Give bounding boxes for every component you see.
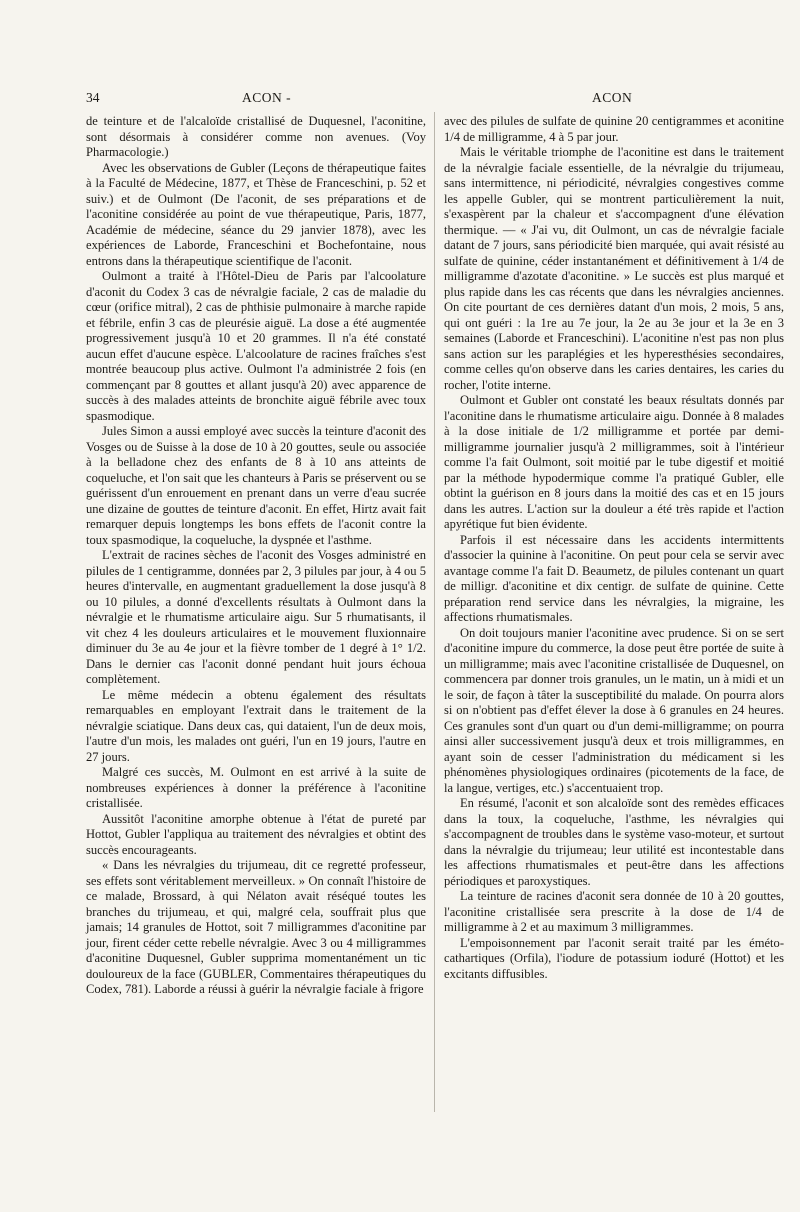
- column-divider: [434, 112, 435, 1112]
- paragraph: Oulmont a traité à l'Hôtel-Dieu de Paris par l'alcoolature d'aconit du Codex 3 cas de névralgie faciale, 2 cas de maladie du cœur (orifice mitral), 2 cas de phthisie pulmonaire à marche rapide et fébrile, enfin 3 cas de pleurésie aiguë. La dose a été augmentée progressivement jusqu'à 10 et 20 grammes. Il n'a été constaté aucun effet d'aucune espèce. L'alcoolature de racines fraîches s'est montrée beaucoup plus active. Oulmont l'a administrée 2 fois (en commençant par 8 gouttes et allant jusqu'à 20) avec apparence de succès à des malades atteints de bronchite aiguë fébrile avec toux spasmodique.: [86, 269, 426, 423]
- paragraph: de teinture et de l'alcaloïde cristallisé de Duquesnel, l'aconitine, sont désormais à considérer comme non avenues. (Voy Pharmacologie.): [86, 114, 426, 159]
- paragraph: Aussitôt l'aconitine amorphe obtenue à l'état de pureté par Hottot, Gubler l'appliqua au traitement des névralgies et obtint des succès encourageants.: [86, 811, 426, 857]
- paragraph: L'extrait de racines sèches de l'aconit des Vosges administré en pilules de 1 centigramme, données par 2, 3 pilules par jour, à 4 ou 5 heures d'intervalle, en augmentant graduellement la dose jusqu'à 8 ou 10 pilules, a donné d'excellents résultats à Oulmont dans la névralgie et le rhumatisme articulaire aigu. Sur 5 rhumatisants, il vit chez 4 les douleurs articulaires et le mouvement fluxionnaire diminuer du 3e au 4e jour et la fièvre tomber de 1 degré à 1° 1/2. Dans le dernier cas l'aconit donné pendant huit jours échoua complètement.: [86, 548, 426, 686]
- paragraph: Jules Simon a aussi employé avec succès la teinture d'aconit des Vosges ou de Suisse à la dose de 10 à 20 gouttes, seule ou associée à la belladone chez des enfants de 8 à 10 ans atteints de coqueluche, et l'on sait que les chanteurs à Paris se préservent ou se guérissent d'un enrouement en prenant dans un verre d'eau sucrée une dizaine de gouttes de teinture d'aconit. En effet, Hirtz avait fait remarquer depuis longtemps les bons effets de l'aconit contre la toux spasmodique, la coqueluche, la dyspnée et l'asthme.: [86, 424, 426, 547]
- right-running-head: ACON: [592, 90, 633, 105]
- paragraph: Mais le véritable triomphe de l'aconitine est dans le traitement de la névralgie faciale essentielle, de la névralgie du trijumeau, sans intermittence, ni périodicité, névralgies congestives comme les appelle Gubler, qui se montrent particulièrement la nuit, s'exaspèrent par la chaleur et s'accompagnent d'une élévation thermique. — « J'ai vu, dit Oulmont, un cas de névralgie faciale datant de 7 jours, sans périodicité bien marquée, qui avait résisté au sulfate de quinine, céder instantanément et définitivement à 1/4 de milligramme d'azotate d'aconitine. » Le succès est plus marqué et plus rapide dans les cas récents que dans les névralgies anciennes. On cite pourtant de ces dernières datant d'un mois, 2 mois, 5 ans, qui ont guéri : la 1re au 7e jour, la 2e au 3e jour et la 3e en 3 semaines (Laborde et Franceschini). L'aconitine n'est pas non plus sans action sur les paraplégies et les hyperesthésies secondaires, comme celles qu'on observe dans les caries dentaires, les caries du rocher, l'otite interne.: [444, 145, 784, 392]
- paragraph: L'empoisonnement par l'aconit serait traité par les éméto-cathartiques (Orfila), l'iodure de potassium ioduré (Hottot) et les excitants diffusibles.: [444, 935, 784, 981]
- paragraph: La teinture de racines d'aconit sera donnée de 10 à 20 gouttes, l'aconitine cristallisée sera prescrite à la dose de 1/4 de milligramme à 2 et au maximum 3 milligrammes.: [444, 889, 784, 934]
- paragraph: Malgré ces succès, M. Oulmont en est arrivé à la suite de nombreuses expériences à donner la préférence à l'aconitine cristallisée.: [86, 765, 426, 810]
- paragraph: « Dans les névralgies du trijumeau, dit ce regretté professeur, ses effets sont véritablement merveilleux. » On connaît l'histoire de ce malade, Brossard, à qui Nélaton avait réséqué toutes les branches du trijumeau, et qui, malgré cela, souffrait plus que jamais; 14 granules de Hottot, soit 7 milligrammes d'aconitine par jour, firent céder cette rebelle névralgie. Avec 3 ou 4 milligrammes d'aconitine Duquesnel, Gubler supprima momentanément un tic douloureux de la face (GUBLER, Commentaires thérapeutiques du Codex, 781). Laborde a réussi à guérir la névralgie faciale à frigore: [86, 858, 426, 996]
- paragraph: avec des pilules de sulfate de quinine 20 centigrammes et aconitine 1/4 de milligramme, 4 à 5 par jour.: [444, 114, 784, 144]
- paragraph: Le même médecin a obtenu également des résultats remarquables en employant l'extrait dans le traitement de la névralgie sciatique. Dans deux cas, qui dataient, l'un de deux mois, l'autre d'un mois, les malades ont guéri, l'un en 19 jours, l'autre en 27 jours.: [86, 687, 426, 764]
- left-running-head: ACON -: [242, 90, 292, 105]
- page-number: 34: [86, 90, 100, 105]
- paragraph: Parfois il est nécessaire dans les accidents intermittents d'associer la quinine à l'aconitine. On peut pour cela se servir avec avantage comme l'a fait D. Beaumetz, de pilules contenant un quart de milligr. d'aconitine et dix centigr. de sulfate de quinine. Cette préparation rend service dans les névralgies, la migraine, les affections rhumatismales.: [444, 532, 784, 624]
- left-column: [86, 114, 426, 998]
- running-header: [86, 90, 770, 110]
- paragraph: Oulmont et Gubler ont constaté les beaux résultats donnés par l'aconitine dans le rhumatisme articulaire aigu. Donnée à 8 malades à la dose initiale de 1/2 milligramme et portée par demi-milligramme journalier jusqu'à 2 milligrammes, soit à l'intérieur comme l'a fait Oulmont, soit moitié par le tube digestif et moitié par la méthode hypodermique comme l'a pratiqué Gubler, elle obtint la guérison en 8 jours dans la moitié des cas et en 15 jours dans les autres. L'action sur la douleur a été très rapide et l'action apyrétique fut bien évidente.: [444, 393, 784, 531]
- paragraph: En résumé, l'aconit et son alcaloïde sont des remèdes efficaces dans la toux, la coqueluche, l'asthme, les névralgies qui s'accompagnent de troubles dans le système vaso-moteur, et surtout dans la névralgie du trijumeau; leur utilité est incontestable dans les affections rhumatismales et peut-être dans les affections périodiques et paroxystiques.: [444, 796, 784, 888]
- paragraph: Avec les observations de Gubler (Leçons de thérapeutique faites à la Faculté de Médecine, 1877, et Thèse de Franceschini, p. 52 et suiv.) et de Oulmont (De l'aconit, de ses préparations et de l'aconitine considérée au point de vue thérapeutique, Paris, 1877, Académie de médecine, séance du 29 janvier 1878), avec les expériences de Laborde, Franceschini et Bochefontaine, nous entrons dans la thérapeutique scientifique de l'aconit.: [86, 160, 426, 268]
- right-column: [444, 114, 784, 982]
- paragraph: On doit toujours manier l'aconitine avec prudence. Si on se sert d'aconitine impure du commerce, la dose peut être portée de suite à un milligramme; mais avec l'aconitine cristallisée de Duquesnel, on commencera par donner trois granules, un le matin, un à midi et un le soir, de façon à tâter la susceptibilité du malade. On pourra alors si on n'obtient pas d'effet élever la dose à 6 granules en 24 heures. Ces granules sont d'un quart ou d'un demi-milligramme; on pourra ainsi aller successivement jusqu'à deux et trois milligrammes, en ayant soin de cesser l'administration du médicament si les phénomènes physiologiques ordinaires (picotements de la face, de la langue, vertiges, etc.) s'accentuaient trop.: [444, 625, 784, 795]
